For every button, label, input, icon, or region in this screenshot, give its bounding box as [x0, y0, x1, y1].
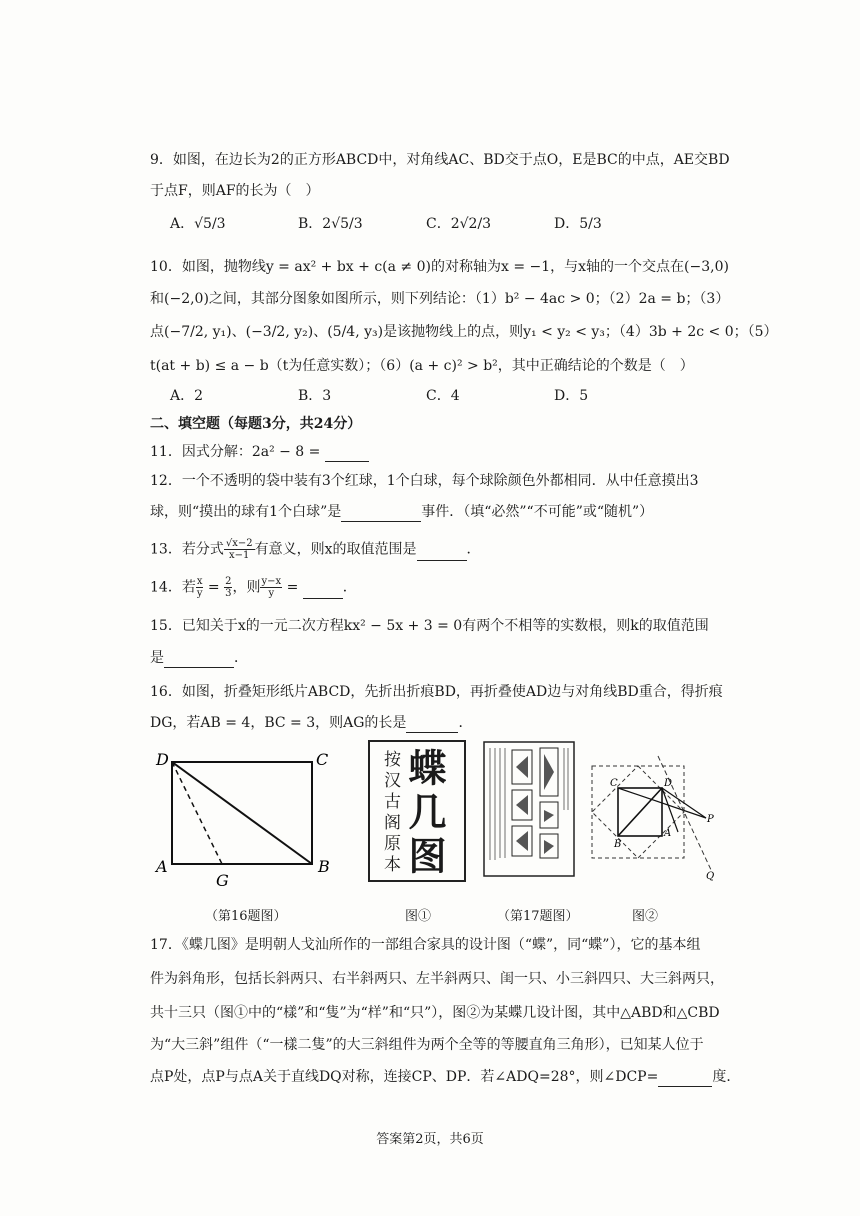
fig2-line-dp	[662, 788, 706, 818]
q14-f1-num: x	[196, 576, 203, 587]
q9-line1: 9．如图，在边长为2的正方形ABCD中，对角线AC、BD交于点O，E是BC的中点，AE交BD	[150, 152, 730, 168]
fig2-label-b: B	[614, 839, 622, 850]
fig17-tri-2	[516, 795, 528, 815]
q14-fraction-3	[260, 576, 282, 599]
fig17-tri-4	[544, 754, 554, 790]
q12-line2	[150, 502, 653, 522]
page-footer: 答案第2页，共6页	[376, 1132, 484, 1147]
q12-answer-blank[interactable]	[341, 507, 421, 522]
q13: 13．若分式 $\frac{√x-2}{x-1}$ 有意义，则x的取值范围是 ．	[150, 538, 481, 561]
fig17-diagram	[482, 740, 578, 880]
fig16-crease-dg	[172, 762, 222, 864]
q17-line5-unit: 度．	[712, 1069, 741, 1085]
fig17-tri-6	[544, 840, 554, 854]
q11	[150, 442, 369, 462]
caption-fig1: 图①	[405, 909, 432, 924]
q17-line2: 件为斜角形，包括长斜两只、右半斜两只、左半斜两只、闺一只、小三斜四只、大三斜两只，	[150, 971, 724, 987]
q13-answer-blank[interactable]	[417, 546, 467, 561]
q13-frac-num: √x−2	[225, 538, 253, 549]
fig2-diagram	[588, 752, 718, 882]
q16-line2-text: DG，若AB = 4，BC = 3，则AG的长是	[150, 715, 407, 731]
q14-answer-blank[interactable]	[303, 584, 343, 599]
q9-option-a: A．√5/3	[170, 216, 226, 232]
q13-pre: 13．若分式	[150, 541, 224, 558]
q14-f1-den: y	[196, 588, 203, 599]
q9-option-c: C．2√2/3	[426, 216, 492, 232]
fig16-label-a: A	[156, 857, 168, 876]
q16-line1: 16．如图，折叠矩形纸片ABCD，先折出折痕BD，再折叠使AD边与对角线BD重合，得折痕	[150, 684, 723, 700]
q10-option-d: D．5	[554, 388, 589, 404]
q9-options	[170, 214, 682, 234]
fig2-label-d: D	[664, 778, 673, 789]
caption-fig17: （第17题图）	[497, 909, 579, 924]
q10-line3: 点(−7/2, y₁)、(−3/2, y₂)、(5/4, y₃)是该抛物线上的点，则y₁ < y₂ < y₃；（4）3b + 2c < 0；（5）	[150, 324, 778, 340]
fig17-right-columns	[564, 748, 568, 810]
q15-line1: 15．已知关于x的一元二次方程kx² − 5x + 3 = 0有两个不相等的实数根，则k的取值范围	[150, 618, 709, 634]
fig2-label-q: Q	[706, 871, 715, 882]
q14-post: =	[282, 579, 303, 596]
q10-options	[170, 386, 682, 406]
q17-line1: 17．《蝶几图》是明朝人戈汕所作的一部组合家具的设计图（“蝶”，同“蝶”），它的基本组	[150, 937, 701, 953]
q10-option-a: A．2	[170, 388, 204, 404]
q12-line1: 12．一个不透明的袋中装有3个红球，1个白球，每个球除颜色外都相同．从中任意摸出3	[150, 473, 699, 489]
q14-f3-num: y−x	[261, 576, 282, 587]
q15-answer-blank[interactable]	[164, 653, 234, 668]
q14-f2-num: 2	[225, 576, 232, 587]
fig2-label-a: A	[664, 828, 672, 839]
fig16-label-d: D	[156, 750, 169, 769]
q9-option-d: D．5/3	[554, 216, 602, 232]
q10-line1: 10．如图，抛物线y = ax² + bx + c(a ≠ 0)的对称轴为x = −1，与x轴的一个交点在(−3,0)	[150, 259, 729, 275]
q12-line2-post: 事件．（填“必然”“不可能”或“随机”）	[421, 504, 654, 520]
caption-fig16: （第16题图）	[205, 909, 287, 924]
q17-line4: 为“大三斜”组件（“一樣二隻”的大三斜组件为两个全等的等腰直角三角形），已知某人位于	[150, 1037, 704, 1053]
q17-line5-text: 点P处，点P与点A关于直线DQ对称，连接CP、DP．若∠ADQ=28°，则∠DCP=	[150, 1069, 659, 1085]
fig16-label-b: B	[318, 857, 330, 876]
caption-fig2: 图②	[632, 909, 659, 924]
q14-then: ，则	[232, 579, 261, 596]
q14-f2-den: 3	[225, 588, 232, 599]
q10-option-b: B．3	[298, 388, 332, 404]
fig16-label-g: G	[216, 871, 229, 888]
q17-line5	[150, 1067, 740, 1087]
q10-line4: t(at + b) ≤ a − b（t为任意实数）；（6）(a + c)² > b²，其中正确结论的个数是（ ）	[150, 358, 694, 374]
q15-line2: 是 ．	[150, 650, 248, 666]
fig17-tri-3	[516, 831, 528, 851]
q13-post: 有意义，则x的取值范围是	[254, 541, 417, 558]
q14: 14．若 $\frac{x}{y}$ = $\frac{2}{3}$ ，则 $\frac{y-x}{y}$ = ．	[150, 576, 357, 599]
q10-option-c: C．4	[426, 388, 460, 404]
fig2-label-p: P	[707, 814, 714, 825]
q11-answer-blank[interactable]	[325, 447, 369, 462]
fig1-book-cover	[368, 740, 466, 882]
fig17-tri-5	[544, 810, 554, 822]
fig1-title: 蝶几图	[402, 748, 447, 880]
q9-option-b: B．2√5/3	[298, 216, 363, 232]
q17-answer-blank[interactable]	[658, 1072, 712, 1087]
q13-frac-den: x−1	[229, 550, 250, 561]
fig17-tri-1	[516, 756, 528, 778]
q15-line2-text: 是	[150, 650, 164, 666]
q9-line2: 于点F，则AF的长为（ ）	[150, 183, 320, 199]
q14-f3-den: y	[268, 588, 275, 599]
q16-line2: DG，若AB = 4，BC = 3，则AG的长是 ．	[150, 715, 473, 731]
q13-fraction	[224, 538, 255, 561]
q16-answer-blank[interactable]	[406, 718, 458, 733]
fig2-label-c: C	[610, 778, 618, 789]
q10-line2: 和(−2,0)之间，其部分图象如图所示，则下列结论：（1）b² − 4ac > 0；（2）2a = b；（3）	[150, 291, 730, 307]
section-title: 二、填空题（每题3分，共24分）	[150, 416, 362, 432]
fig2-line-dq	[658, 756, 712, 872]
q12-line2-pre: 球，则“摸出的球有1个白球”是	[150, 504, 342, 520]
q14-pre: 14．若	[150, 579, 196, 596]
q11-text: 11．因式分解：2a² − 8 =	[150, 444, 325, 460]
fig1-subtitle: 按汉古阁原本	[380, 750, 400, 876]
fig17-text-columns	[490, 748, 505, 860]
fig16-diagram	[150, 748, 340, 888]
q17-line3: 共十三只（图①中的“樣”和“隻”为“样”和“只”），图②为某蝶几设计图，其中△ABD和△CBD	[150, 1005, 720, 1021]
fig16-label-c: C	[316, 750, 329, 769]
q14-eq: =	[203, 579, 225, 596]
fig16-diagonal-bd	[172, 762, 312, 864]
